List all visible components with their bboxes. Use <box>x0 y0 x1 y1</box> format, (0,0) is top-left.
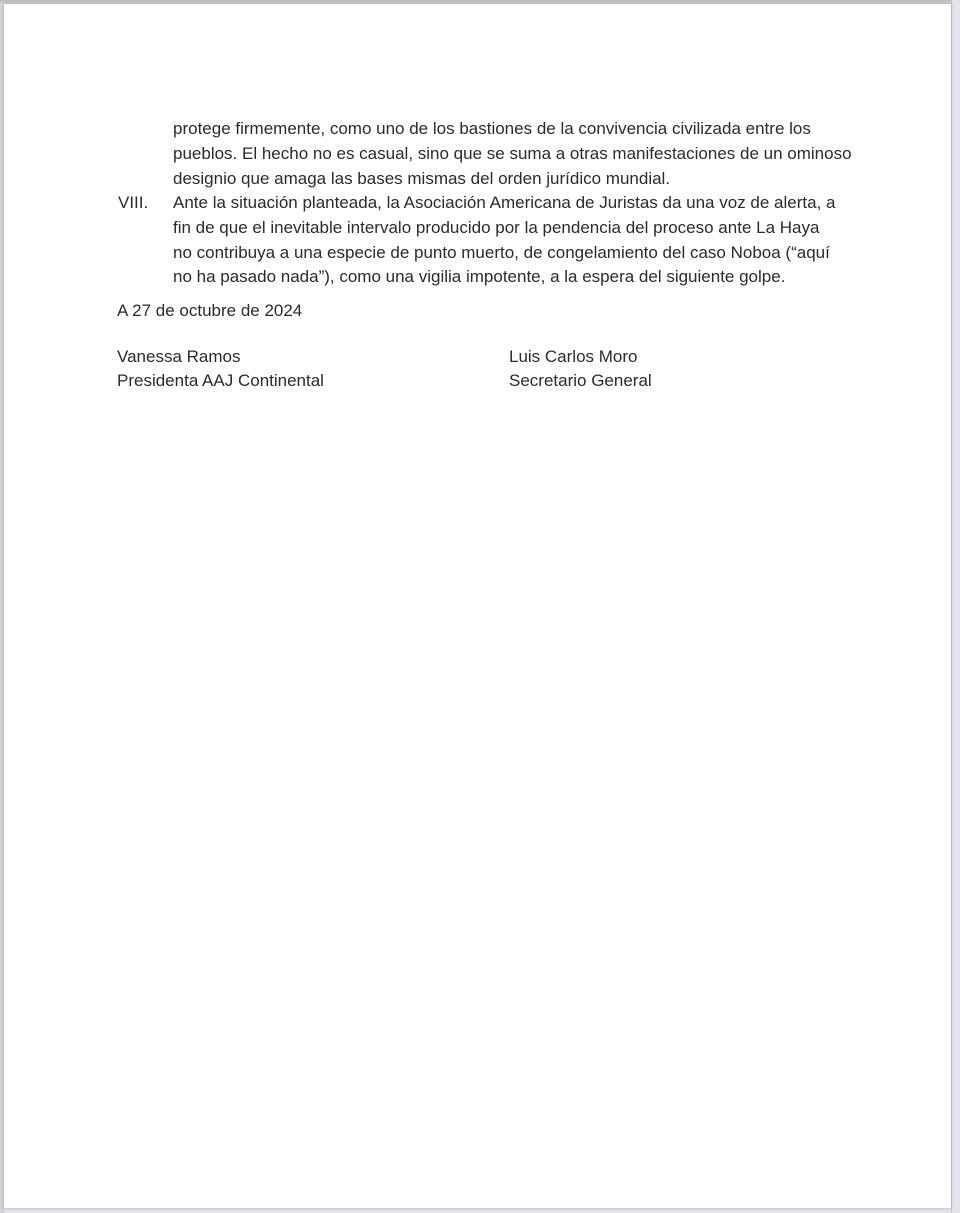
paragraph-item-viii <box>173 191 835 290</box>
signatory-title: Presidenta AAJ Continental <box>117 371 324 391</box>
text-line: protege firmemente, como uno de los bastiones de la convivencia civilizada entre los <box>173 119 811 138</box>
text-line: no ha pasado nada”), como una vigilia impotente, a la espera del siguiente golpe. <box>173 267 786 287</box>
signature-block <box>117 345 652 394</box>
signatory-name: Luis Carlos Moro <box>509 347 638 366</box>
signature-column <box>117 345 509 394</box>
paragraph-continuation <box>173 117 852 191</box>
text-line: Ante la situación planteada, la Asociación Americana de Juristas da una voz de alerta, a <box>173 193 836 212</box>
signature-column <box>509 345 652 394</box>
text-line: fin de que el inevitable intervalo producido por la pendencia del proceso ante La Haya <box>173 217 820 237</box>
date-line: A 27 de octubre de 2024 <box>117 301 303 320</box>
document-page <box>4 4 951 1208</box>
signatory-name: Vanessa Ramos <box>117 347 241 366</box>
text-line: pueblos. El hecho no es casual, sino que se suma a otras manifestaciones de un ominoso <box>173 143 852 163</box>
text-line: designio que amaga las bases mismas del orden jurídico mundial. <box>173 168 671 188</box>
list-marker-viii: VIII. <box>118 193 149 212</box>
text-line: no contribuya a una especie de punto muerto, de congelamiento del caso Noboa (“aquí <box>173 242 830 262</box>
signatory-title: Secretario General <box>509 371 652 391</box>
